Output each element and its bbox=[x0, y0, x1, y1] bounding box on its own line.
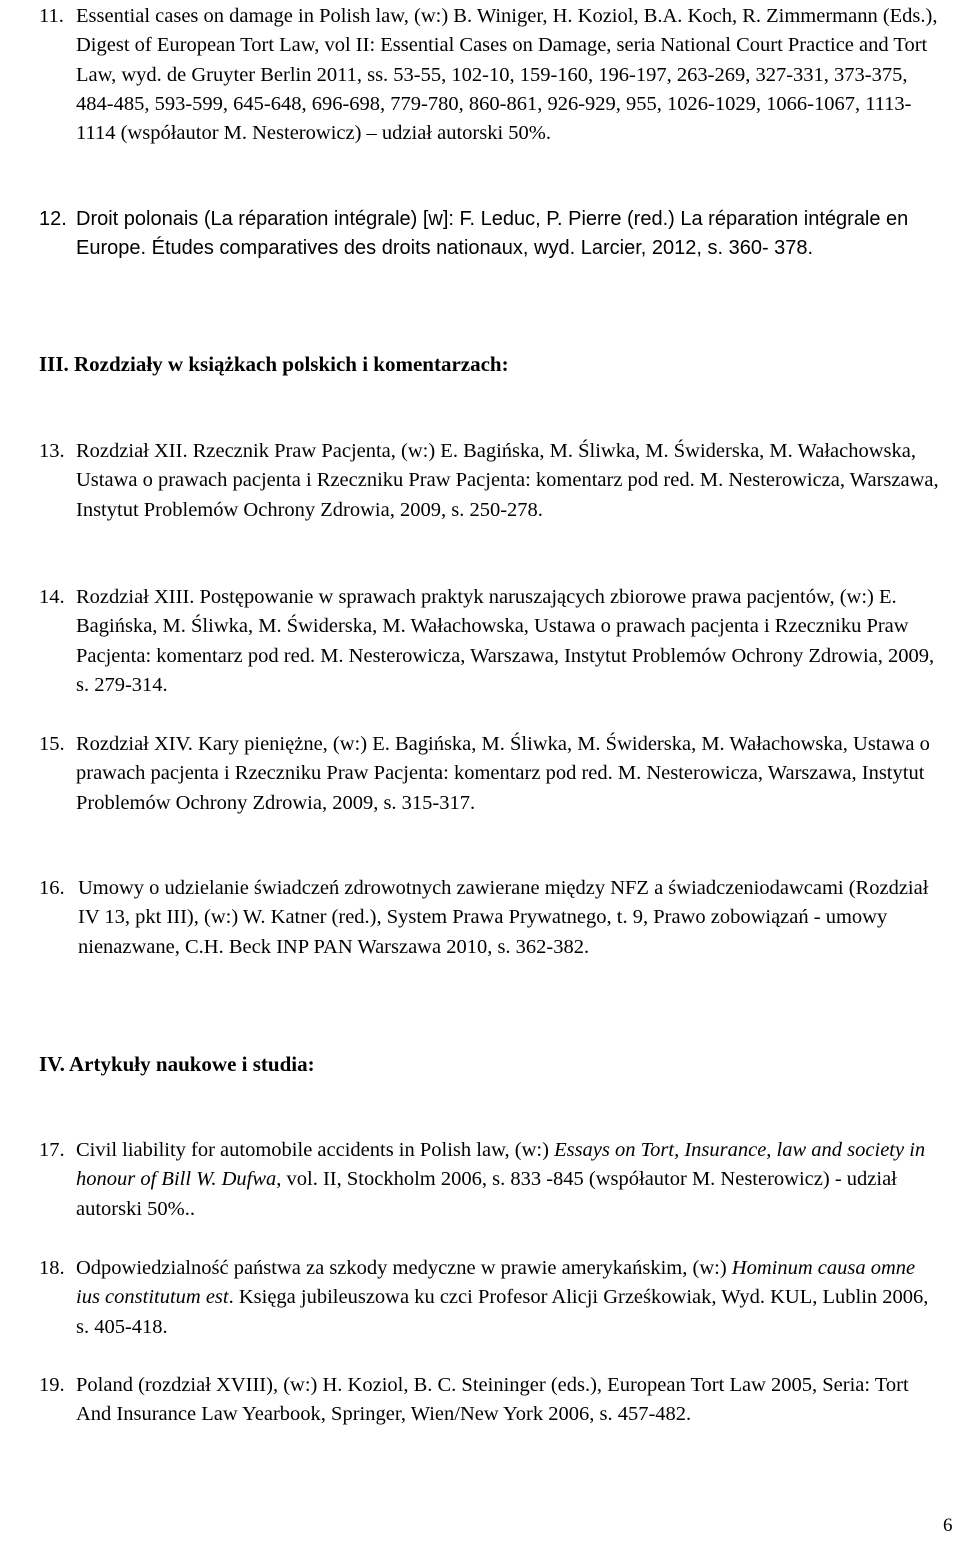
entry-text bbox=[76, 1136, 944, 1224]
bibliography-entry-13 bbox=[39, 437, 944, 525]
entry-number: 19. bbox=[39, 1374, 65, 1396]
entry-number: 18. bbox=[39, 1257, 65, 1279]
page-number: 6 bbox=[943, 1515, 953, 1536]
entry-text-part: Odpowiedzialność państwa za szkody medyczne w prawie amerykańskim, (w:) bbox=[76, 1257, 732, 1279]
entry-text-part: , vol. II, Stockholm 2006, s. 833 -845 (współautor M. Nesterowicz) - udział autorski 50%.. bbox=[76, 1168, 897, 1220]
entry-text: Poland (rozdział XVIII), (w:) H. Koziol, B. C. Steininger (eds.), European Tort Law 2005, Seria: Tort And Insurance Law Yearbook, Springer, Wien/New York 2006, s. 457-482. bbox=[76, 1374, 909, 1426]
bibliography-entry-12 bbox=[39, 205, 944, 264]
bibliography-entry-15 bbox=[39, 730, 944, 818]
entry-text-part: . Księga jubileuszowa ku czci Profesor Alicji Grześkowiak, Wyd. KUL, Lublin 2006, s. 405-418. bbox=[76, 1286, 929, 1338]
entry-text: Rozdział XIII. Postępowanie w sprawach praktyk naruszających zbiorowe prawa pacjentów, (w:) E. Bagińska, M. Śliwka, M. Świderska, M. Wałachowska, Ustawa o prawach pacjenta i Rzeczniku Praw Pacjenta: komentarz pod red. M. Nesterowicza, Warszawa, Instytut Problemów Ochrony Zdrowia, 2009, s. 279-314. bbox=[76, 586, 935, 696]
entry-text: Essential cases on damage in Polish law, (w:) B. Winiger, H. Koziol, B.A. Koch, R. Zimmermann (Eds.), Digest of European Tort Law, vol II: Essential Cases on Damage, seria National Court Practice and Tort Law, wyd. de Gruyter Berlin 2011, ss. 53-55, 102-10, 159-160, 196-197, 263-269, 327-331, 373-375, 484-485, 593-599, 645-648, 696-698, 779-780, 860-861, 926-929, 955, 1026-1029, 1066-1067, 1113-1114 (współautor M. Nesterowicz) – udział autorski 50%. bbox=[76, 5, 938, 145]
entry-number: 17. bbox=[39, 1139, 65, 1161]
entry-number: 15. bbox=[39, 733, 65, 755]
entry-text: Rozdział XII. Rzecznik Praw Pacjenta, (w:) E. Bagińska, M. Śliwka, M. Świderska, M. Wałachowska, Ustawa o prawach pacjenta i Rzeczniku Praw Pacjenta: komentarz pod red. M. Nesterowicza, Warszawa, Instytut Problemów Ochrony Zdrowia, 2009, s. 250-278. bbox=[76, 440, 939, 521]
bibliography-entry-16 bbox=[39, 874, 944, 962]
bibliography-entry-19 bbox=[39, 1371, 944, 1430]
entry-title-italic: Essays on Tort, Insurance, law and society in honour of Bill W. Dufwa bbox=[76, 1139, 926, 1191]
entry-title-italic: Hominum causa omne ius constitutum est bbox=[76, 1257, 916, 1309]
section-heading-iii: III. Rozdziały w książkach polskich i komentarzach: bbox=[39, 352, 509, 376]
entry-text-part: Civil liability for automobile accidents in Polish law, (w:) bbox=[76, 1139, 555, 1161]
bibliography-entry-18 bbox=[39, 1254, 944, 1342]
bibliography-entry-11 bbox=[39, 2, 944, 148]
bibliography-entry-14 bbox=[39, 583, 944, 700]
entry-number: 16. bbox=[39, 877, 65, 899]
entry-text: Rozdział XIV. Kary pieniężne, (w:) E. Bagińska, M. Śliwka, M. Świderska, M. Wałachowska, Ustawa o prawach pacjenta i Rzeczniku Praw Pacjenta: komentarz pod red. M. Nesterowicza, Warszawa, Instytut Problemów Ochrony Zdrowia, 2009, s. 315-317. bbox=[76, 733, 930, 814]
entry-number: 11. bbox=[39, 5, 64, 27]
entry-number: 14. bbox=[39, 586, 65, 608]
entry-text: Umowy o udzielanie świadczeń zdrowotnych zawierane między NFZ a świadczeniodawcami (Rozdział IV 13, pkt III), (w:) W. Katner (red.), System Prawa Prywatnego, t. 9, Prawo zobowiązań - umowy nienazwane, C.H. Beck INP PAN Warszawa 2010, s. 362-382. bbox=[78, 877, 929, 958]
entry-text: Droit polonais (La réparation intégrale) [w]: F. Leduc, P. Pierre (red.) La réparation intégrale en Europe. Études comparatives des droits nationaux, wyd. Larcier, 2012, s. 360- 378. bbox=[76, 208, 909, 260]
entry-number: 13. bbox=[39, 440, 65, 462]
entry-text bbox=[76, 1254, 944, 1342]
bibliography-entry-17 bbox=[39, 1136, 944, 1224]
section-heading-iv: IV. Artykuły naukowe i studia: bbox=[39, 1052, 315, 1076]
entry-number: 12. bbox=[39, 208, 67, 230]
